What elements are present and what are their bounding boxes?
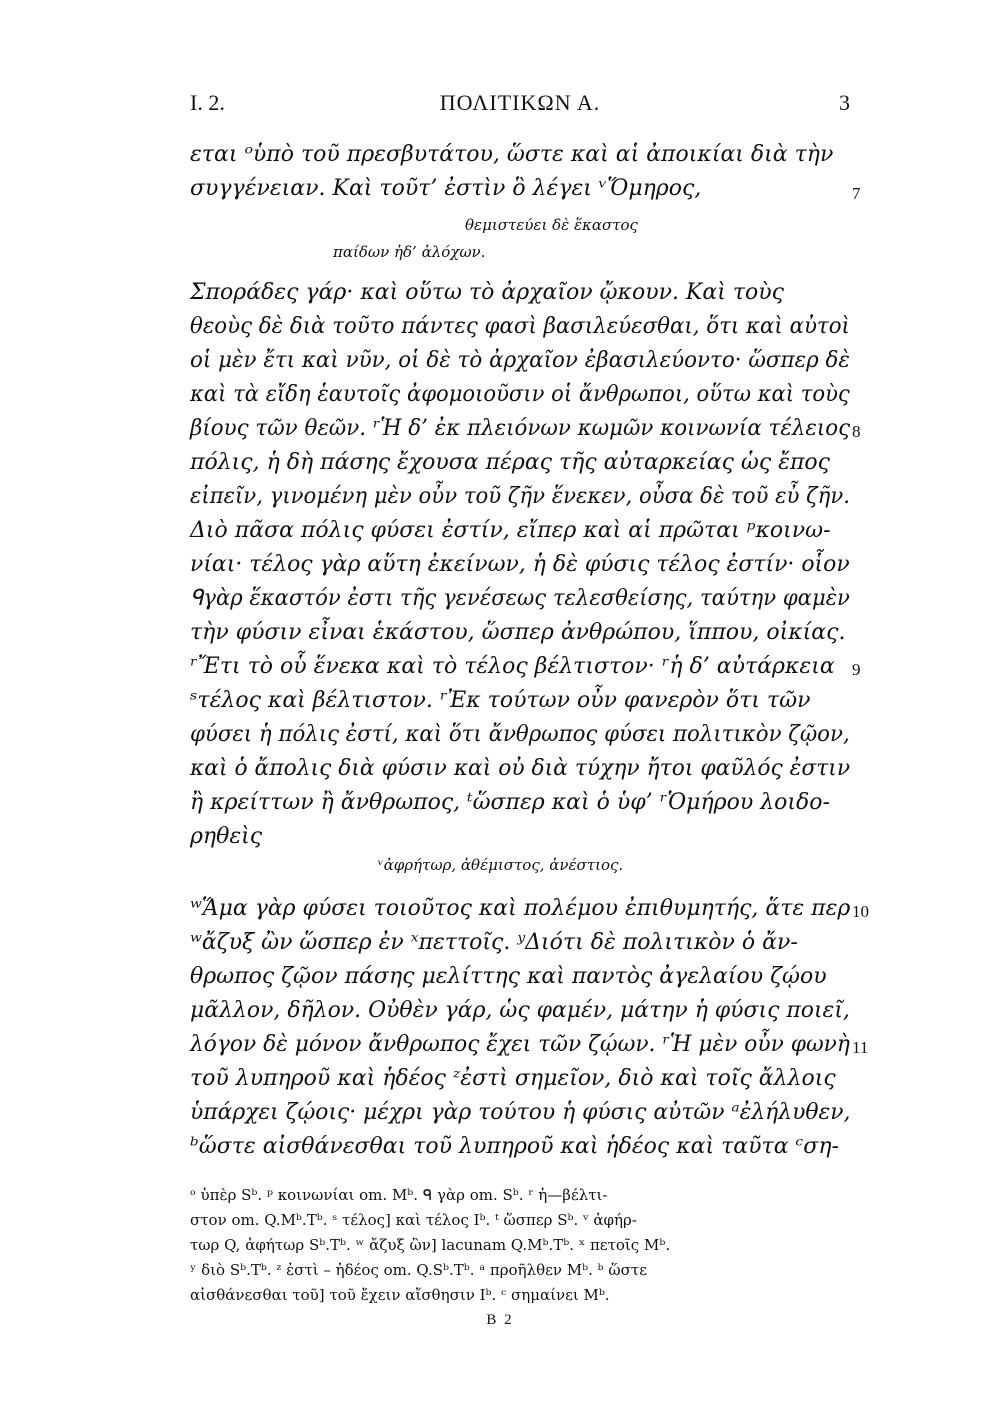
- text-line: Διὸ πᾶσα πόλις φύσει ἐστίν, εἴπερ καὶ αἱ πρῶται ᵖκοινω-: [190, 518, 831, 543]
- margin-number: 7: [852, 184, 861, 203]
- margin-number: 8: [852, 422, 861, 441]
- text-line: εἰπεῖν, γινομένη μὲν οὖν τοῦ ζῆν ἕνεκεν, οὖσα δὲ τοῦ εὖ ζῆν.: [190, 484, 850, 509]
- margin-number: 9: [852, 660, 861, 679]
- homer-quote-line: παίδων ἠδ’ ἀλόχων.: [333, 243, 486, 261]
- text-line: ʷἍμα γὰρ φύσει τοιοῦτος καὶ πολέμου ἐπιθυμητής, ἅτε περ: [190, 896, 851, 921]
- text-line: ʷἄζυξ ὢν ὥσπερ ἐν ˣπεττοῖς. ʸΔιότι δὲ πολιτικὸν ὁ ἄν-: [190, 930, 798, 955]
- running-header: [190, 90, 850, 120]
- text-line: λόγον δὲ μόνον ἄνθρωπος ἔχει τῶν ζῴων. ʳἩ μὲν οὖν φωνὴ: [190, 1032, 850, 1057]
- text-line: συγγένειαν. Καὶ τοῦτ’ ἐστὶν ὃ λέγει ᵛὍμηρος,: [190, 176, 702, 201]
- margin-number: 10: [852, 902, 869, 921]
- text-line: ˢτέλος καὶ βέλτιστον. ʳἘκ τούτων οὖν φανερὸν ὅτι τῶν: [190, 688, 811, 713]
- text-line: πόλις, ἡ δὴ πάσης ἔχουσα πέρας τῆς αὐταρκείας ὡς ἔπος: [190, 450, 830, 475]
- footnote-line: ᵒ ὑπὲρ Sᵇ. ᵖ κοινωνίαι om. Mᵇ. ᑫ γὰρ om. Sᵇ. ʳ ἡ—βέλτι-: [190, 1186, 608, 1204]
- text-line: ρηθεὶς: [190, 824, 263, 849]
- margin-number: 11: [852, 1038, 869, 1057]
- text-line: τοῦ λυπηροῦ καὶ ἡδέος ᶻἐστὶ σημεῖον, διὸ καὶ τοῖς ἄλλοις: [190, 1066, 836, 1091]
- section-number: I. 2.: [190, 90, 225, 115]
- text-line: ʳἜτι τὸ οὗ ἕνεκα καὶ τὸ τέλος βέλτιστον· ʳἡ δ’ αὐτάρκεια: [190, 654, 835, 679]
- text-line: φύσει ἡ πόλις ἐστί, καὶ ὅτι ἄνθρωπος φύσει πολιτικὸν ζῷον,: [190, 722, 850, 747]
- footnote-line: τωρ Q, ἀφήτωρ Sᵇ.Tᵇ. ʷ ἄζυξ ὢν] lacunam Q.Mᵇ.Tᵇ. ˣ πετοῖς Mᵇ.: [190, 1236, 671, 1254]
- running-title: ΠΟΛΙΤΙΚΩΝ Α.: [439, 90, 601, 115]
- text-line: καὶ τὰ εἴδη ἑαυτοῖς ἀφομοιοῦσιν οἱ ἄνθρωποι, οὕτω καὶ τοὺς: [190, 382, 850, 407]
- text-line: ὑπάρχει ζῴοις· μέχρι γὰρ τούτου ἡ φύσις αὐτῶν ᵃἐλήλυθεν,: [190, 1100, 851, 1125]
- homer-quote-line: θεμιστεύει δὲ ἕκαστος: [465, 216, 638, 234]
- page-number: 3: [839, 90, 850, 115]
- text-line: Σποράδες γάρ· καὶ οὕτω τὸ ἀρχαῖον ᾤκουν. Καὶ τοὺς: [190, 280, 784, 305]
- homer-quote-line: ᵛἀφρήτωρ, ἀθέμιστος, ἀνέστιος.: [378, 856, 624, 874]
- signature-mark: B 2: [486, 1312, 514, 1328]
- text-line: μᾶλλον, δῆλον. Οὐθὲν γάρ, ὡς φαμέν, μάτην ἡ φύσις ποιεῖ,: [190, 998, 850, 1023]
- text-line: νίαι· τέλος γὰρ αὕτη ἐκείνων, ἡ δὲ φύσις τέλος ἐστίν· οἷον: [190, 552, 850, 577]
- text-line: οἱ μὲν ἔτι καὶ νῦν, οἱ δὲ τὸ ἀρχαῖον ἐβασιλεύοντο· ὥσπερ δὲ: [190, 348, 850, 373]
- text-line: εται ᵒὑπὸ τοῦ πρεσβυτάτου, ὥστε καὶ αἱ ἀποικίαι διὰ τὴν: [190, 142, 834, 167]
- text-line: ᑫγὰρ ἕκαστόν ἐστι τῆς γενέσεως τελεσθείσης, ταύτην φαμὲν: [190, 586, 850, 611]
- footnote-line: αἰσθάνεσθαι τοῦ] τοῦ ἔχειν αἴσθησιν Iᵇ. ᶜ σημαίνει Mᵇ.: [190, 1286, 610, 1304]
- footnote-line: στον om. Q.Mᵇ.Tᵇ. ˢ τέλος] καὶ τέλος Iᵇ. ᵗ ὥσπερ Sᵇ. ᵛ ἀφήρ-: [190, 1211, 637, 1229]
- text-line: τὴν φύσιν εἶναι ἑκάστου, ὥσπερ ἀνθρώπου, ἵππου, οἰκίας.: [190, 620, 846, 645]
- text-line: ᵇὥστε αἰσθάνεσθαι τοῦ λυπηροῦ καὶ ἡδέος καὶ ταῦτα ᶜση-: [190, 1134, 839, 1159]
- text-line: θεοὺς δὲ διὰ τοῦτο πάντες φασὶ βασιλεύεσθαι, ὅτι καὶ αὐτοὶ: [190, 314, 850, 339]
- footnote-line: ʸ διὸ Sᵇ.Tᵇ. ᶻ ἐστὶ – ἡδέος om. Q.Sᵇ.Tᵇ. ᵃ προῆλθεν Mᵇ. ᵇ ὥστε: [190, 1261, 647, 1279]
- text-line: βίους τῶν θεῶν. ʳἩ δ’ ἐκ πλειόνων κωμῶν κοινωνία τέλειος: [190, 416, 851, 441]
- text-line: θρωπος ζῷον πάσης μελίττης καὶ παντὸς ἀγελαίου ζῴου: [190, 964, 827, 989]
- text-line: καὶ ὁ ἄπολις διὰ φύσιν καὶ οὐ διὰ τύχην ἤτοι φαῦλός ἐστιν: [190, 756, 851, 781]
- text-line: ἢ κρείττων ἢ ἄνθρωπος, ᵗὥσπερ καὶ ὁ ὑφ’ ʳὉμήρου λοιδο-: [190, 790, 830, 815]
